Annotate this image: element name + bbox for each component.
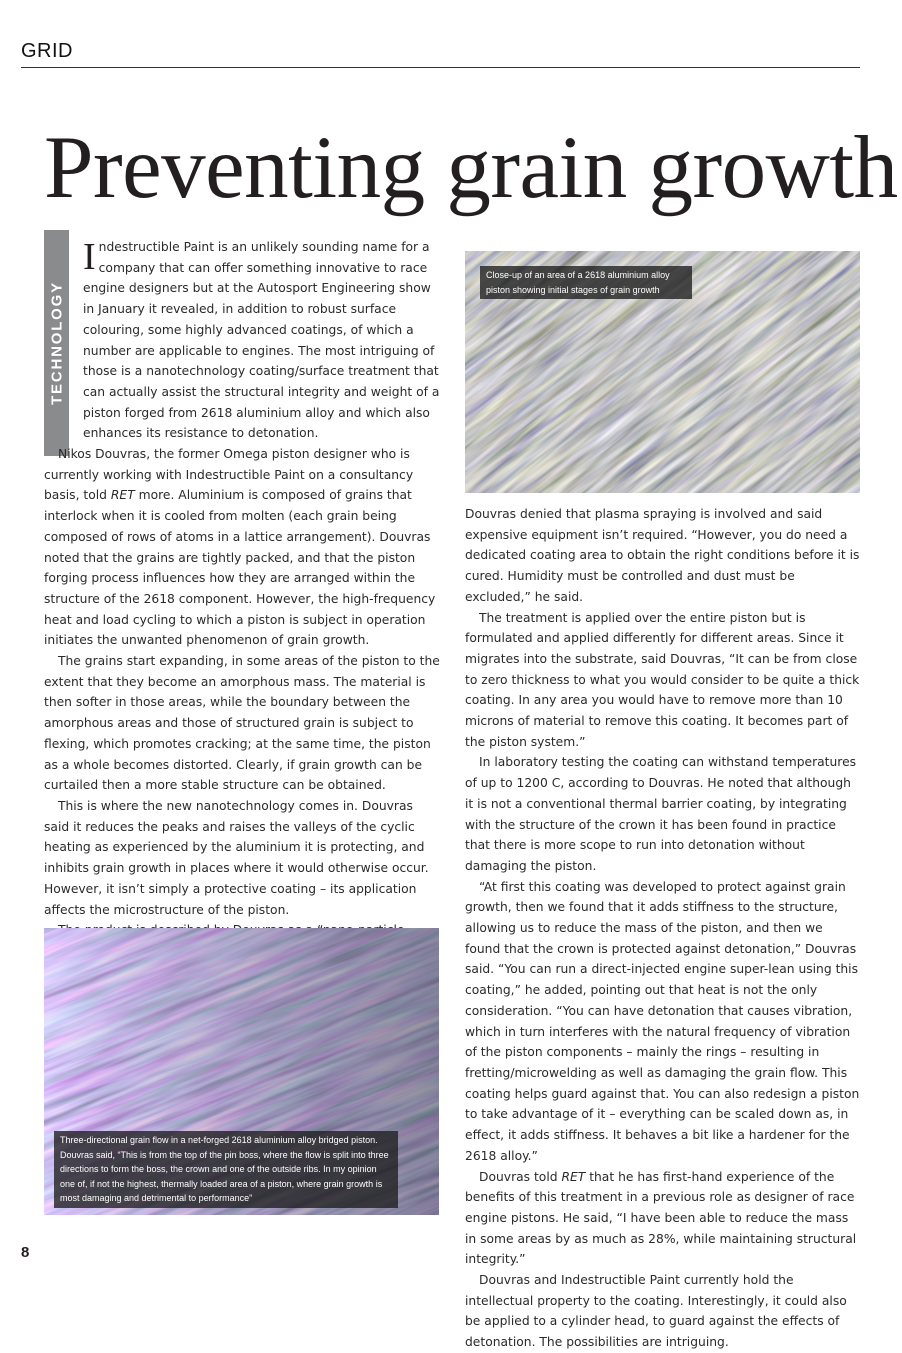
publication-name: RET <box>110 488 135 503</box>
paragraph-right-6: Douvras and Indestructible Paint currently hold the intellectual property to the coating. Interestingly, it could also be applied to a cylinder head, to guard against the effects of detonation. The possibilities are intriguing. <box>465 1273 847 1350</box>
drop-cap: I <box>83 236 96 278</box>
paragraph-right-4: “At first this coating was developed to protect against grain growth, then we found that it adds stiffness to the structure, allowing us to reduce the mass of the piston, and then we found that the crown is protected against detonation,” Douvras said. “You can run a direct-injected engine super-lean using this coating,” he added, pointing out that heat is not the only consideration. “You can have detonation that causes vibration, which in turn interferes with the natural frequency of vibration of the piston components – mainly the rings – resulting in fretting/microwelding as well as damaging the grain flow. This coating helps guard against that. You can also redesign a piston to take advantage of it – everything can be scaled down as, in effect, it adds stiffness. It behaves a bit like a hardener for the 2618 alloy.” <box>465 879 860 1163</box>
paragraph-left-3: The grains start expanding, in some areas of the piston to the extent that they become an amorphous mass. The material is then softer in those areas, while the boundary between the amorphous areas and those of structured grain is subject to flexing, which promotes cracking; at the same time, the piston as a whole becomes distorted. Clearly, if grain growth can be curtailed then a more stable structure can be obtained. <box>44 654 440 793</box>
paragraph-right-1: Douvras denied that plasma spraying is involved and said expensive equipment isn’t required. “However, you do need a dedicated coating area to obtain the right conditions before it is cured. Humidity must be controlled and dust must be excluded,” he said. <box>465 507 860 604</box>
header-rule <box>21 67 860 68</box>
right-column <box>465 504 860 1353</box>
paragraph-left-2: Nikos Douvras, the former Omega piston designer who is currently working with Indestructible Paint on a consultancy basis, told RET more. Aluminium is composed of grains that interlock when it is cooled from molten (each grain being composed of rows of atoms in a lattice arrangement). Douvras noted that the grains are tightly packed, and that the piston forging process influences how they are arranged within the structure of the 2618 component. However, the high-frequency heat and load cycling to which a piston is subject in operation initiates the unwanted phenomenon of grain growth. <box>44 447 436 648</box>
tab-spacer <box>44 237 83 437</box>
page-number: 8 <box>21 1244 30 1261</box>
technology-tab-label: TECHNOLOGY <box>48 281 65 405</box>
article-title: Preventing grain growth <box>44 119 898 217</box>
publication-name: RET <box>561 1169 586 1184</box>
paragraph-right-2: The treatment is applied over the entire piston but is formulated and applied differently for different areas. Since it migrates into the substrate, said Douvras, “It can be from close to zero thickness to what you would consider to be quite a thick coating. In any area you would have to remove more than 10 microns of material to remove this coating. It becomes part of the piston system.” <box>465 610 860 749</box>
paragraph-left-4: This is where the new nanotechnology comes in. Douvras said it reduces the peaks and raises the valleys of the cyclic heating as experienced by the aluminium it is protecting, and inhibits grain growth in places where it would otherwise occur. However, it isn’t simply a protective coating – its application affects the microstructure of the piston. <box>44 798 429 917</box>
left-column <box>44 237 440 1003</box>
section-label: GRID <box>21 40 73 62</box>
paragraph-right-5: Douvras told RET that he has first-hand experience of the benefits of this treatment in a previous role as designer of race engine pistons. He said, “I have been able to reduce the mass in some areas by as much as 28%, while maintaining structural integrity.” <box>465 1169 857 1267</box>
bottom-photo-caption: Three-directional grain flow in a net-forged 2618 aluminium alloy bridged piston. Douvras said, “This is from the top of the pin boss, where the flow is split into three directions to form the boss, the crown and one of the outside ribs. In my opinion one of, if not the highest, thermally loaded area of a piston, where grain growth is most damaging and detrimental to performance” <box>54 1131 398 1208</box>
paragraph-right-3: In laboratory testing the coating can withstand temperatures of up to 1200 C, according to Douvras. He noted that although it is not a conventional thermal barrier coating, by integrating with the structure of the crown it has been found in practice that there is more scope to run into detonation without damaging the piston. <box>465 755 857 873</box>
top-photo-caption: Close-up of an area of a 2618 aluminium alloy piston showing initial stages of grain growth <box>480 266 692 299</box>
paragraph-left-1: Indestructible Paint is an unlikely sounding name for a company that can offer something innovative to race engine designers but at the Autosport Engineering show in January it revealed, in addition to robust surface colouring, some highly advanced coatings, of which a number are applicable to engines. The most intriguing of those is a nanotechnology coating/surface treatment that can actually assist the structural integrity and weight of a piston forged from 2618 aluminium alloy and which also enhances its resistance to detonation. <box>83 236 440 441</box>
